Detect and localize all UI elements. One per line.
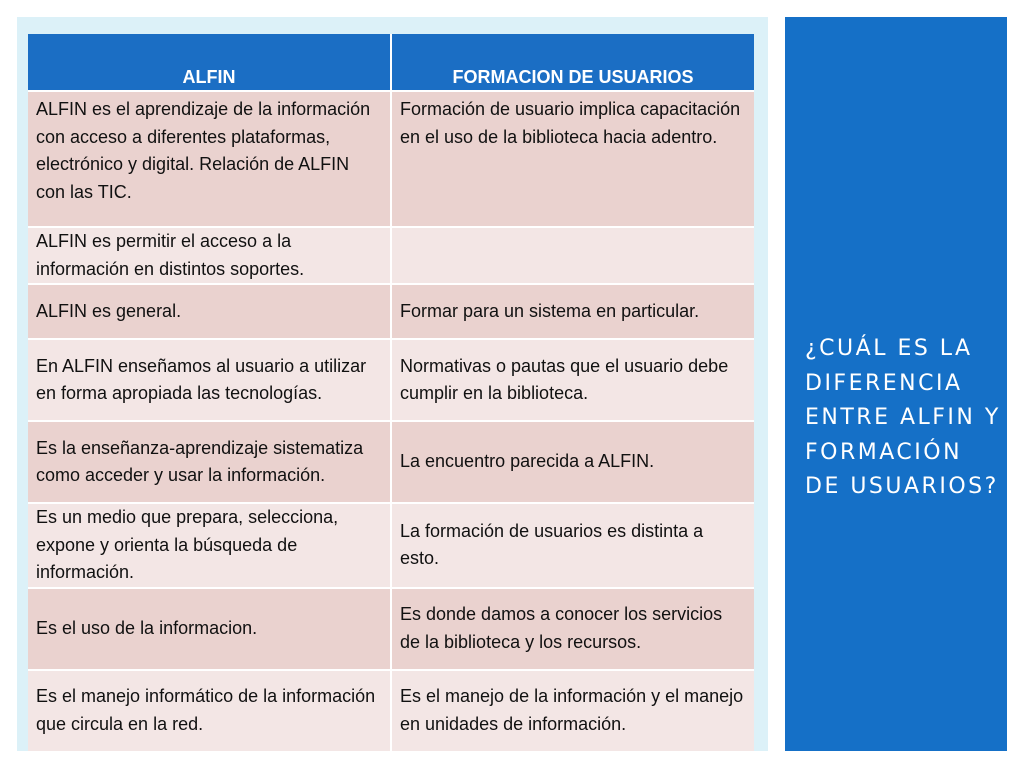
alfin-cell: ALFIN es el aprendizaje de la información con acceso a diferentes plataformas, electrónico y digital. Relación de ALFIN con las TIC. (28, 91, 391, 227)
table-row (28, 284, 754, 339)
alfin-cell: ALFIN es general. (28, 284, 391, 339)
table-row (28, 421, 754, 503)
header-formacion-de-usuarios: FORMACION DE USUARIOS (391, 34, 754, 91)
formacion-cell: Formación de usuario implica capacitación en el uso de la biblioteca hacia adentro. (391, 91, 754, 227)
slide-title: ¿CUÁL ES LA DIFERENCIA ENTRE ALFIN Y FORMACIÓN DE USUARIOS? (805, 336, 1001, 499)
formacion-cell: Es donde damos a conocer los servicios de la biblioteca y los recursos. (391, 588, 754, 670)
formacion-cell: La encuentro parecida a ALFIN. (391, 421, 754, 503)
alfin-cell: ALFIN es permitir el acceso a la información en distintos soportes. (28, 227, 391, 284)
formacion-cell: La formación de usuarios es distinta a esto. (391, 503, 754, 588)
alfin-cell: Es la enseñanza-aprendizaje sistematiza como acceder y usar la información. (28, 421, 391, 503)
formacion-cell: Normativas o pautas que el usuario debe cumplir en la biblioteca. (391, 339, 754, 421)
formacion-cell (391, 227, 754, 284)
table-row (28, 670, 754, 752)
alfin-cell: Es el manejo informático de la información que circula en la red. (28, 670, 391, 752)
table-row (28, 339, 754, 421)
comparison-table (28, 34, 754, 753)
table-row (28, 588, 754, 670)
alfin-cell: Es un medio que prepara, selecciona, expone y orienta la búsqueda de información. (28, 503, 391, 588)
table-row (28, 503, 754, 588)
formacion-cell: Es el manejo de la información y el manejo en unidades de información. (391, 670, 754, 752)
table-row (28, 91, 754, 227)
alfin-cell: En ALFIN enseñamos al usuario a utilizar en forma apropiada las tecnologías. (28, 339, 391, 421)
table-row (28, 227, 754, 284)
title-panel (785, 17, 1007, 751)
header-alfin: ALFIN (28, 34, 391, 91)
table-header-row (28, 34, 754, 91)
alfin-cell: Es el uso de la informacion. (28, 588, 391, 670)
formacion-cell: Formar para un sistema en particular. (391, 284, 754, 339)
